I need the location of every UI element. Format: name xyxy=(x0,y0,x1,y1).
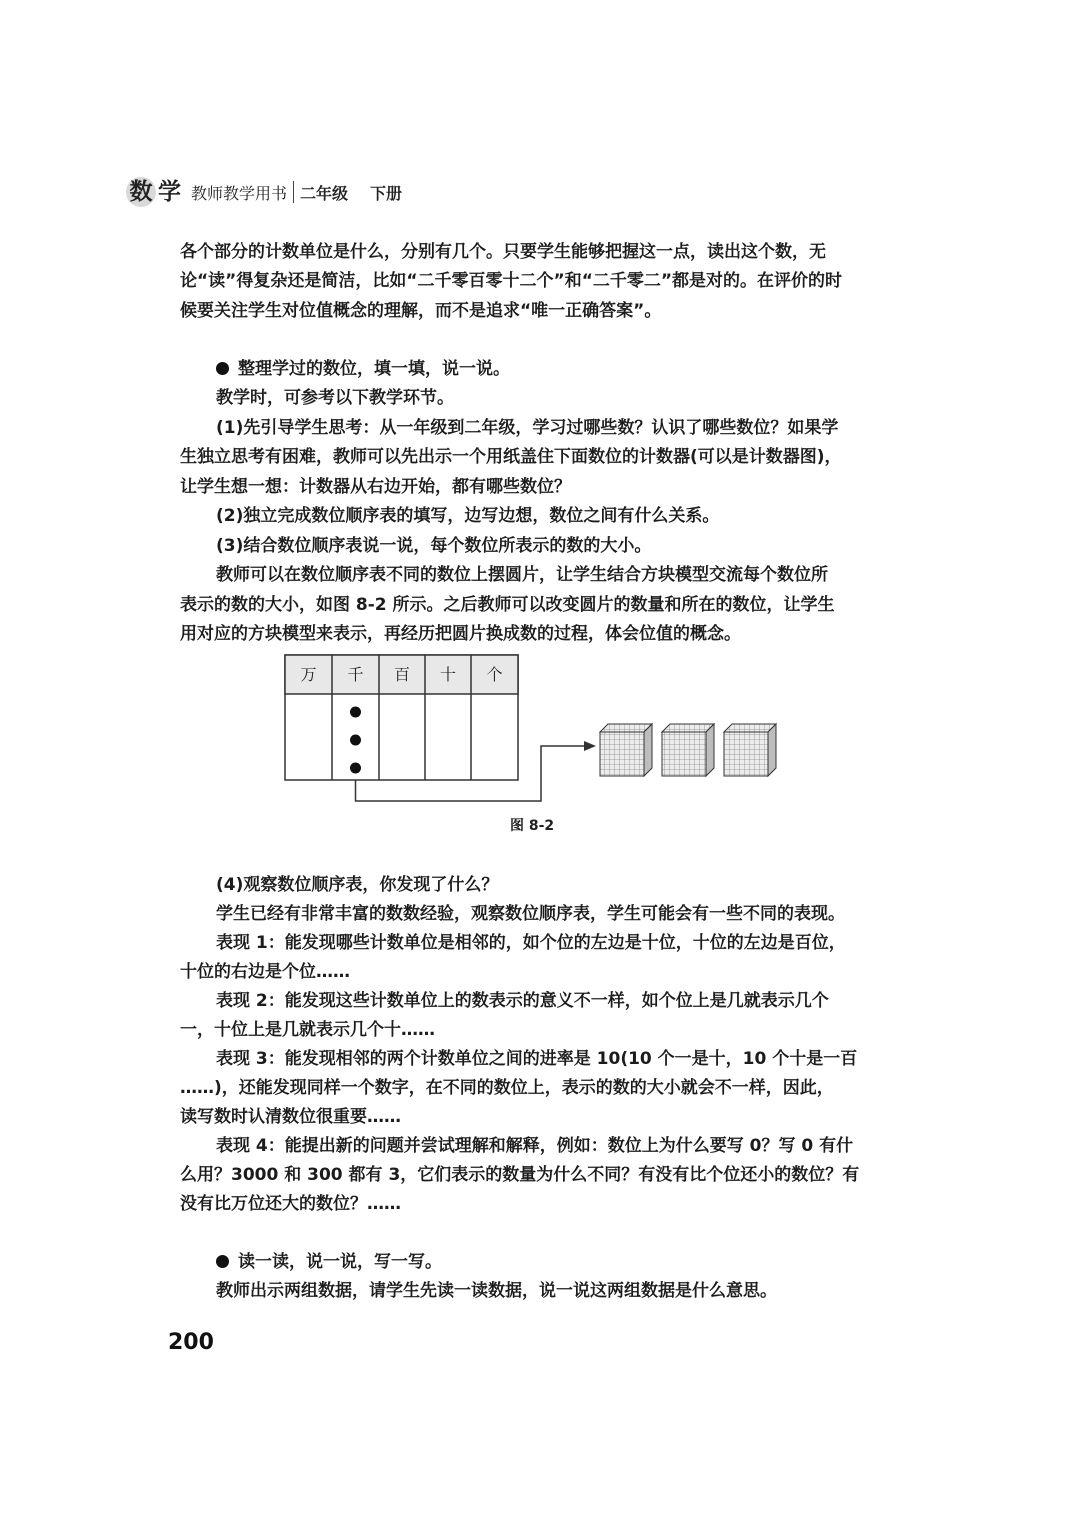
bullet-icon xyxy=(216,1255,229,1268)
counter-dot xyxy=(350,735,361,746)
section-heading-text: 整理学过的数位，填一填，说一说。 xyxy=(238,359,510,379)
figure-caption: 图 8-2 xyxy=(510,818,555,834)
example-line: 读写数时认清数位很重要…… xyxy=(180,1107,401,1127)
intro-line: 候要关注学生对位值概念的理解，而不是追求“唯一正确答案”。 xyxy=(180,301,662,321)
paragraph: 用对应的方块模型来表示，再经历把圆片换成数的过程，体会位值的概念。 xyxy=(180,624,741,644)
example-line: 一，十位上是几就表示几个十…… xyxy=(180,1020,435,1040)
example-line: 没有比万位还大的数位？…… xyxy=(180,1194,401,1214)
thousand-cube-icon xyxy=(600,724,652,776)
place-value-figure xyxy=(284,654,804,809)
paragraph: 学生已经有非常丰富的数数经验，观察数位顺序表，学生可能会有一些不同的表现。 xyxy=(216,904,845,924)
paragraph: 教师可以在数位顺序表不同的数位上摆圆片，让学生结合方块模型交流每个数位所 xyxy=(216,565,828,585)
example-line: ……)，还能发现同样一个数字，在不同的数位上，表示的数的大小就会不一样，因此， xyxy=(180,1078,834,1098)
example-line: 表现 2：能发现这些计数单位上的数表示的意义不一样，如个位上是几就表示几个 xyxy=(216,991,829,1011)
step-line: 让学生想一想：计数器从右边开始，都有哪些数位？ xyxy=(180,477,571,497)
column-shi: 十 xyxy=(439,665,457,684)
column-qian: 千 xyxy=(347,665,364,684)
column-wan: 万 xyxy=(300,665,317,684)
step-line: (4)观察数位顺序表，你发现了什么？ xyxy=(216,875,499,895)
section-heading xyxy=(216,1248,884,1278)
paragraph: 教学时，可参考以下教学环节。 xyxy=(216,388,454,408)
intro-line: 论“读”得复杂还是简洁，比如“二千零百零十二个”和“二千零二”都是对的。在评价的时 xyxy=(180,271,843,291)
book-grade: 二年级 xyxy=(300,183,349,203)
example-line: 表现 3：能发现相邻的两个计数单位之间的进率是 10(10 个一是十，10 个十是一百 xyxy=(216,1049,858,1069)
header-divider xyxy=(293,181,294,203)
bullet-icon xyxy=(216,362,229,375)
column-bai: 百 xyxy=(393,665,411,684)
example-line: 表现 4：能提出新的问题并尝试理解和解释，例如：数位上为什么要写 0？写 0 有什 xyxy=(216,1136,854,1156)
step-line: (2)独立完成数位顺序表的填写，边写边想，数位之间有什么关系。 xyxy=(216,506,720,526)
thousand-cube-icon xyxy=(724,724,776,776)
logo-char-1: 数 xyxy=(126,177,156,207)
paragraph: 表示的数的大小，如图 8-2 所示。之后教师可以改变圆片的数量和所在的数位，让学生 xyxy=(180,595,835,615)
counter-dot xyxy=(350,707,361,718)
step-line: 生独立思考有困难，教师可以先出示一个用纸盖住下面数位的计数器(可以是计数器图)， xyxy=(180,447,842,467)
example-line: 表现 1：能发现哪些计数单位是相邻的，如个位的左边是十位，十位的左边是百位， xyxy=(216,933,846,953)
book-subtitle: 教师教学用书 xyxy=(191,183,288,203)
example-line: 么用？3000 和 300 都有 3，它们表示的数量为什么不同？有没有比个位还小的数位？有 xyxy=(180,1165,860,1185)
thousand-cube-icon xyxy=(662,724,714,776)
intro-line: 各个部分的计数单位是什么，分别有几个。只要学生能够把握这一点，读出这个数，无 xyxy=(180,242,826,262)
example-line: 十位的右边是个位…… xyxy=(180,962,350,982)
page-number: 200 xyxy=(168,1330,214,1355)
section-heading-text: 读一读，说一说，写一写。 xyxy=(238,1252,442,1272)
step-line: (3)结合数位顺序表说一说，每个数位所表示的数的大小。 xyxy=(216,536,652,556)
page-header xyxy=(126,172,402,212)
counter-dot xyxy=(350,763,361,774)
logo-char-2: 学 xyxy=(158,179,181,205)
paragraph: 教师出示两组数据，请学生先读一读数据，说一说这两组数据是什么意思。 xyxy=(216,1281,777,1301)
arrow-head-icon xyxy=(584,741,596,751)
book-logo xyxy=(126,177,181,207)
section-heading xyxy=(216,355,884,385)
book-volume: 下册 xyxy=(370,183,403,203)
column-ge: 个 xyxy=(486,665,503,684)
step-line: (1)先引导学生思考：从一年级到二年级，学习过哪些数？认识了哪些数位？如果学 xyxy=(216,418,839,438)
thousand-cubes xyxy=(600,724,776,776)
